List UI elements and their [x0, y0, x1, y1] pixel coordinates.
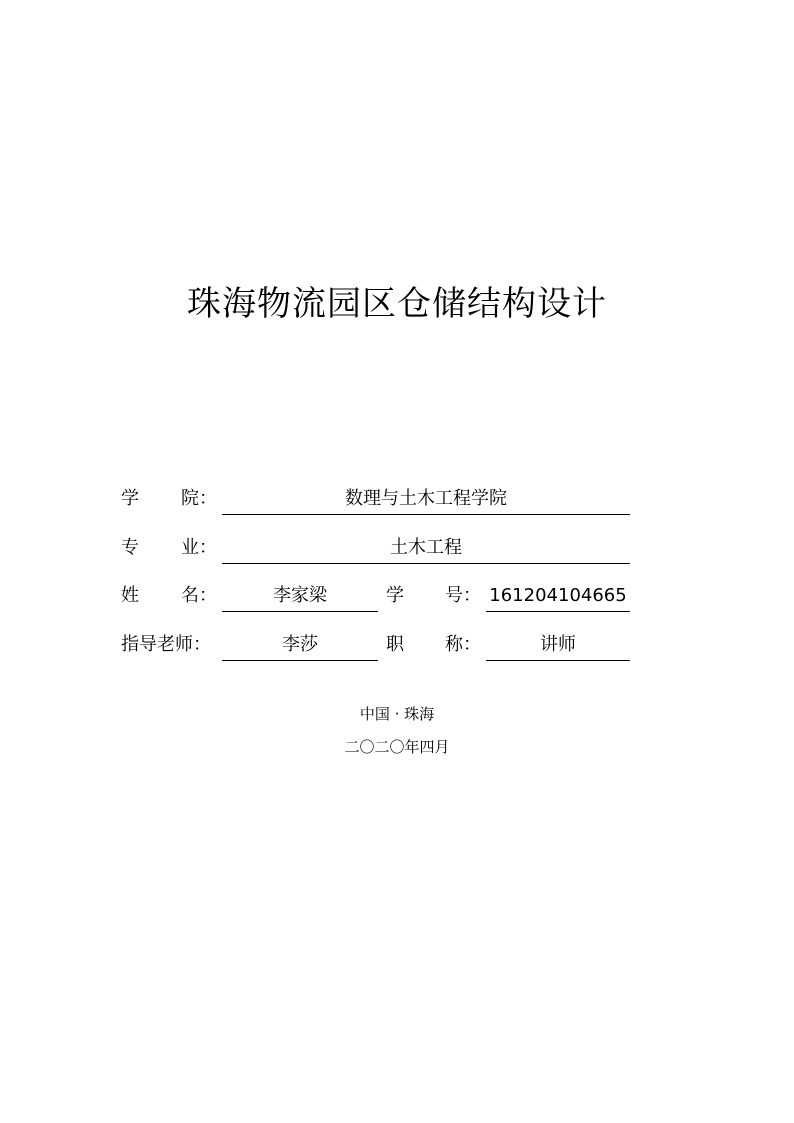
rank-label-char2: 称： — [445, 634, 481, 655]
college-value: 数理与土木工程学院 — [222, 484, 630, 515]
major-row — [0, 533, 794, 563]
date-text: 二〇二〇年四月 — [344, 738, 450, 756]
college-label-char2: 院： — [181, 488, 217, 509]
rank-value: 讲师 — [486, 630, 630, 661]
college-row — [0, 484, 794, 514]
advisor-value: 李莎 — [222, 630, 378, 661]
rank-label-char1: 职 — [386, 634, 404, 655]
major-label-char1: 专 — [121, 537, 139, 558]
major-value: 土木工程 — [222, 533, 630, 564]
name-value: 李家梁 — [222, 581, 378, 612]
name-id-row — [0, 581, 794, 611]
name-label-char2: 名： — [181, 585, 217, 606]
college-label-char1: 学 — [121, 488, 139, 509]
student-id-label-char1: 学 — [386, 585, 404, 606]
location-text: 中国 · 珠海 — [359, 705, 435, 723]
advisor-row — [0, 630, 794, 660]
student-id-label-char2: 号： — [445, 585, 481, 606]
advisor-label: 指导老师： — [121, 634, 211, 655]
major-label-char2: 业： — [181, 537, 217, 558]
name-label-char1: 姓 — [121, 585, 139, 606]
student-id-value: 161204104665 — [486, 581, 630, 612]
thesis-title: 珠海物流园区仓储结构设计 — [187, 284, 607, 324]
